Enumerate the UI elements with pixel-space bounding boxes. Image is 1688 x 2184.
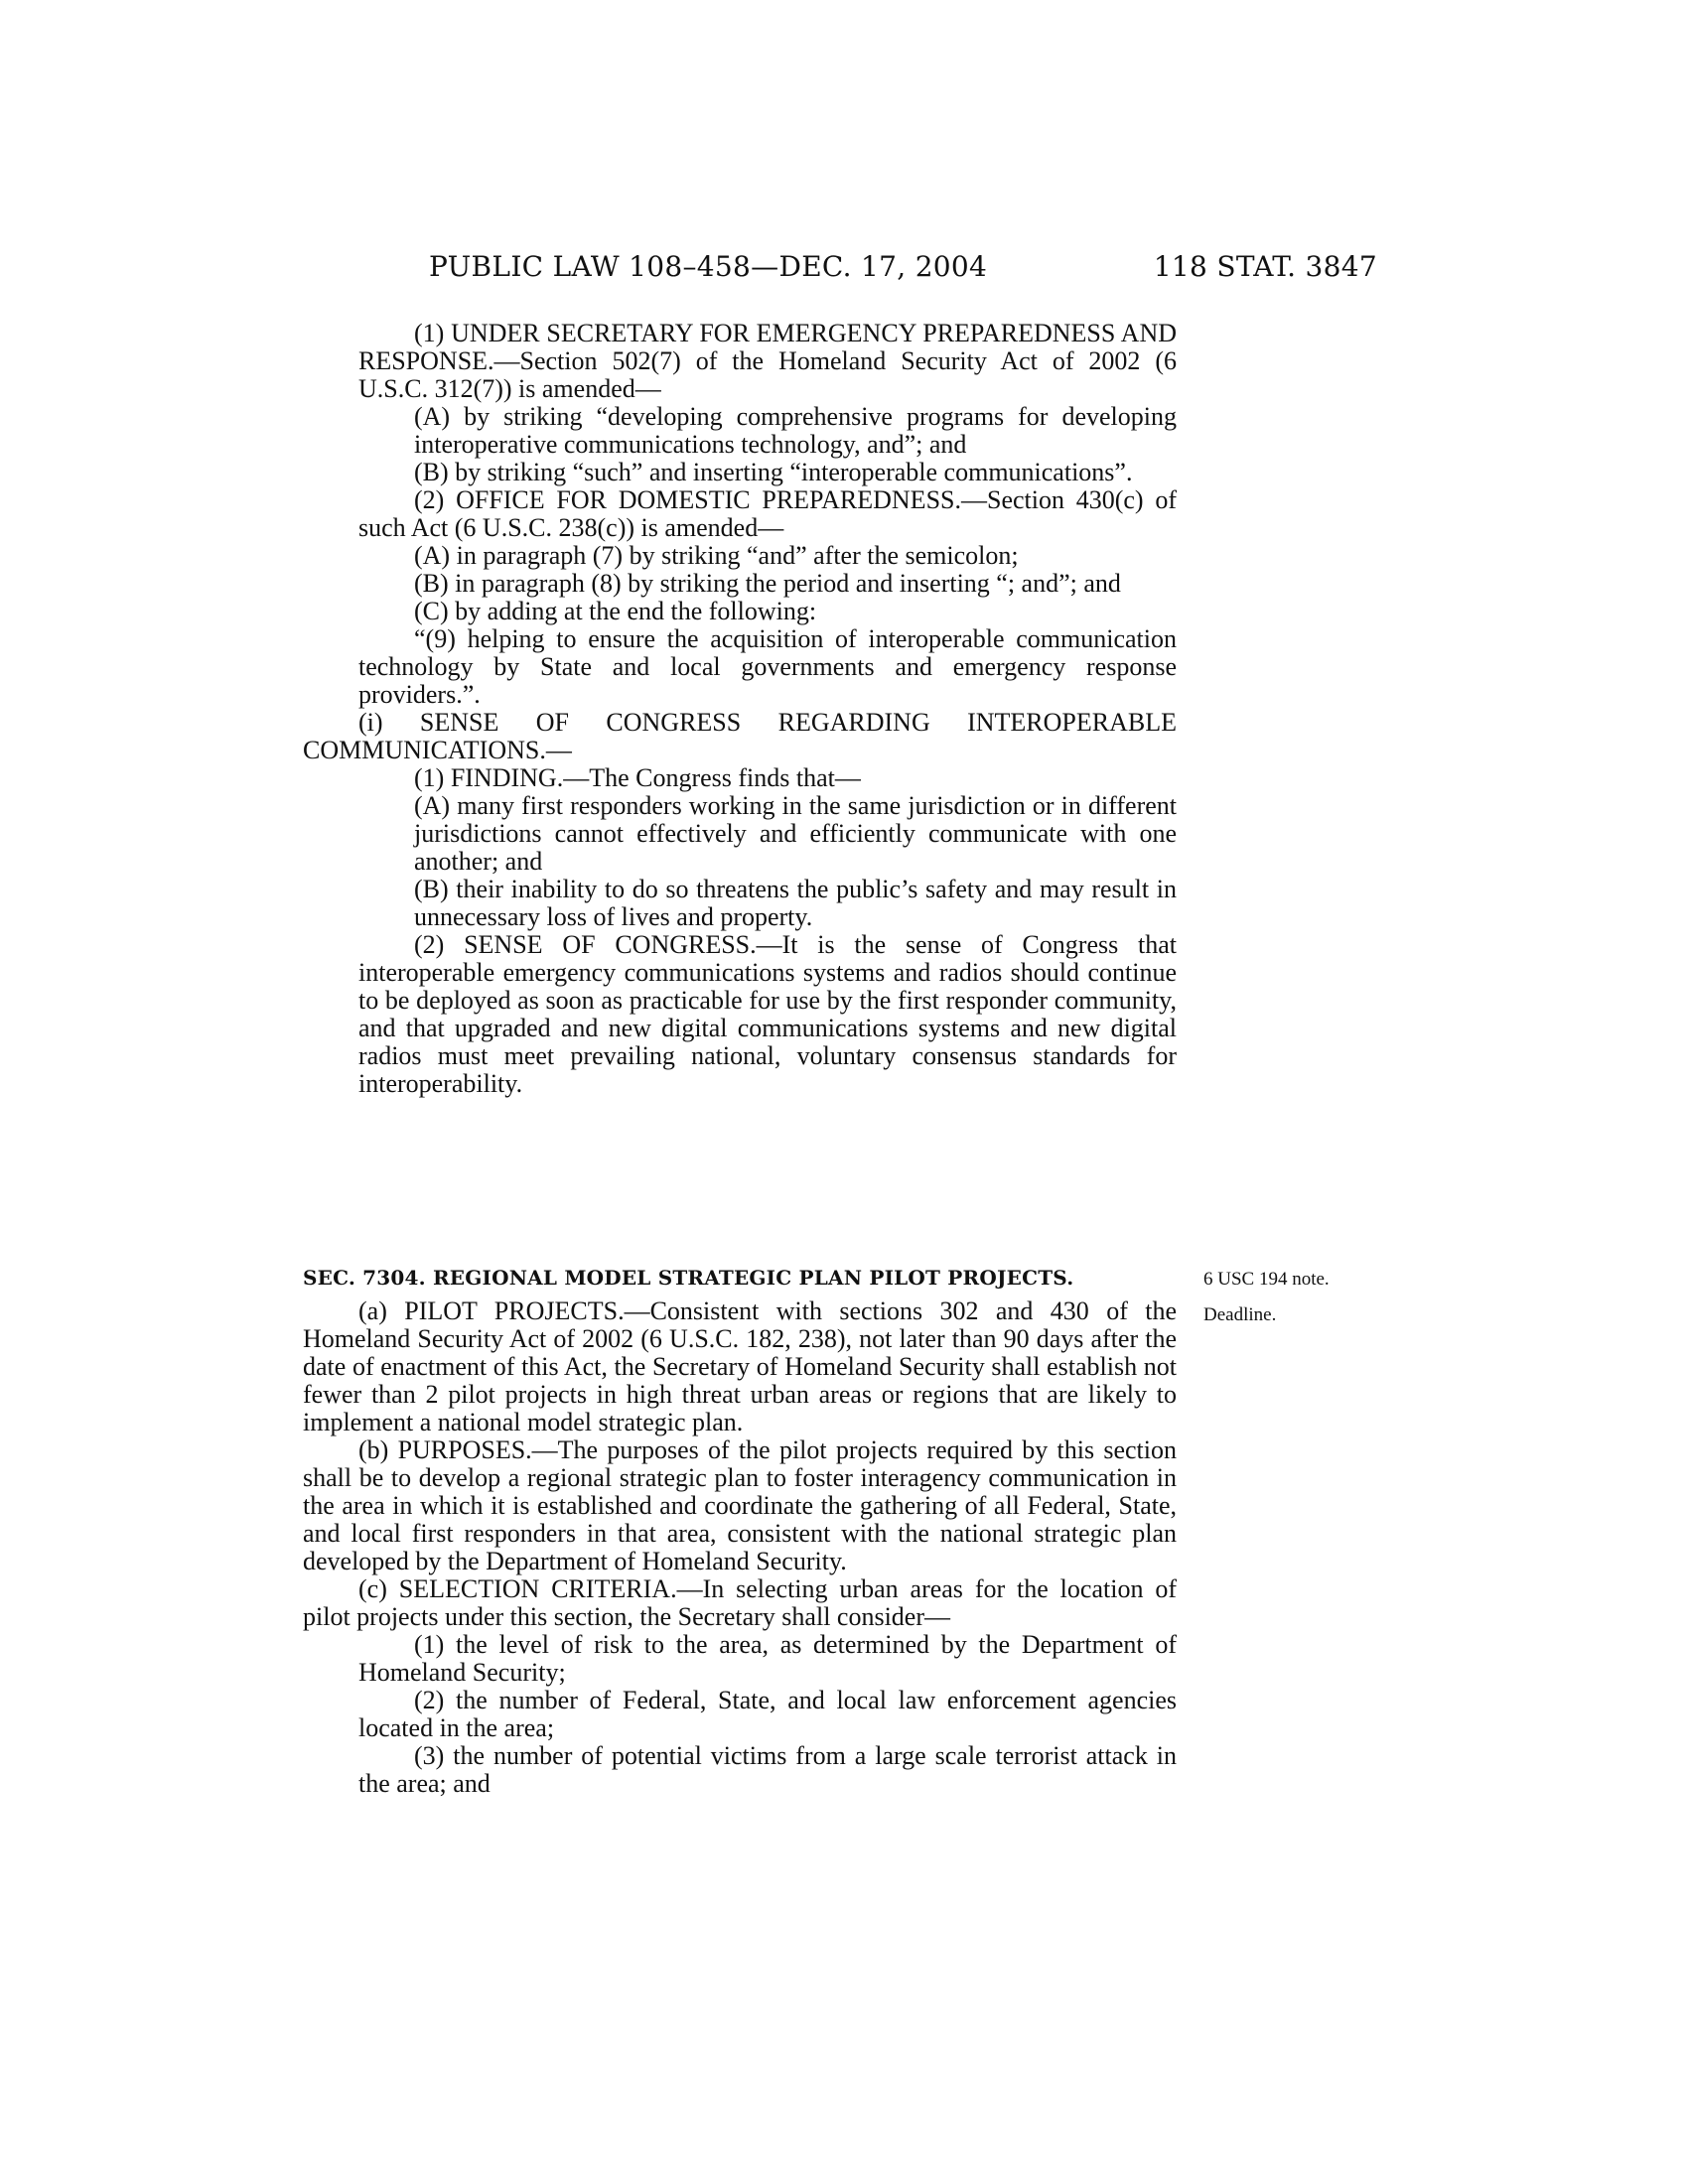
page-header xyxy=(429,250,1377,290)
paragraph: (i) SENSE OF CONGRESS REGARDING INTEROPERABLE COMMUNICATIONS.— xyxy=(303,708,1177,764)
paragraph: (3) the number of potential victims from a large scale terrorist attack in the area; and xyxy=(358,1741,1177,1798)
paragraph: “(9) helping to ensure the acquisition of interoperable communication technology by State and local governments and emergency response providers.”. xyxy=(358,624,1177,709)
statute-page-number: 118 STAT. 3847 xyxy=(1153,250,1377,283)
paragraph: (a) PILOT PROJECTS.—Consistent with sections 302 and 430 of the Homeland Security Act of 2002 (6 U.S.C. 182, 238), not later than 90 days after the date of enactment of this Act, the Secretary of Homeland Security shall establish not fewer than 2 pilot projects in high threat urban areas or regions that are likely to implement a national model strategic plan. xyxy=(303,1297,1177,1436)
paragraph: (A) in paragraph (7) by striking “and” after the semicolon; xyxy=(414,541,1019,570)
paragraph: (2) SENSE OF CONGRESS.—It is the sense of Congress that interoperable emergency communications systems and radios should continue to be deployed as soon as practicable for use by the first responder community, and that upgraded and new digital communications systems and new digital radios must meet prevailing national, voluntary consensus standards for interoperability. xyxy=(358,930,1177,1098)
paragraph: (c) SELECTION CRITERIA.—In selecting urban areas for the location of pilot projects under this section, the Secretary shall consider— xyxy=(303,1574,1177,1631)
paragraph: (2) the number of Federal, State, and local law enforcement agencies located in the area; xyxy=(358,1686,1177,1742)
margin-note-usc: 6 USC 194 note. xyxy=(1203,1269,1330,1290)
paragraph: (C) by adding at the end the following: xyxy=(414,597,817,625)
paragraph: (2) OFFICE FOR DOMESTIC PREPAREDNESS.—Section 430(c) of such Act (6 U.S.C. 238(c)) is amended— xyxy=(358,485,1177,542)
paragraph: (b) PURPOSES.—The purposes of the pilot projects required by this section shall be to develop a regional strategic plan to foster interagency communication in the area in which it is established and coordinate the gathering of all Federal, State, and local first responders in that area, consistent with the national strategic plan developed by the Department of Homeland Security. xyxy=(303,1435,1177,1575)
paragraph: (A) many first responders working in the same jurisdiction or in different jurisdictions cannot effectively and efficiently communicate with one another; and xyxy=(414,791,1177,876)
margin-note-deadline: Deadline. xyxy=(1203,1304,1277,1325)
section-heading: SEC. 7304. REGIONAL MODEL STRATEGIC PLAN PILOT PROJECTS. xyxy=(303,1266,1074,1290)
paragraph: (B) their inability to do so threatens the public’s safety and may result in unnecessary loss of lives and property. xyxy=(414,875,1177,931)
paragraph: (A) by striking “developing comprehensive programs for developing interoperative communications technology, and”; and xyxy=(414,402,1177,459)
lower-text-block xyxy=(303,1297,1177,1798)
page-title: PUBLIC LAW 108–458—DEC. 17, 2004 xyxy=(429,250,988,283)
paragraph: (1) FINDING.—The Congress finds that— xyxy=(414,763,861,792)
paragraph: (B) by striking “such” and inserting “interoperable communications”. xyxy=(414,458,1133,486)
paragraph: (1) the level of risk to the area, as determined by the Department of Homeland Security; xyxy=(358,1630,1177,1687)
paragraph: (1) UNDER SECRETARY FOR EMERGENCY PREPAREDNESS AND RESPONSE.—Section 502(7) of the Homeland Security Act of 2002 (6 U.S.C. 312(7)) is amended— xyxy=(358,319,1177,403)
upper-text-block xyxy=(303,320,1177,1098)
paragraph: (B) in paragraph (8) by striking the period and inserting “; and”; and xyxy=(414,569,1121,598)
